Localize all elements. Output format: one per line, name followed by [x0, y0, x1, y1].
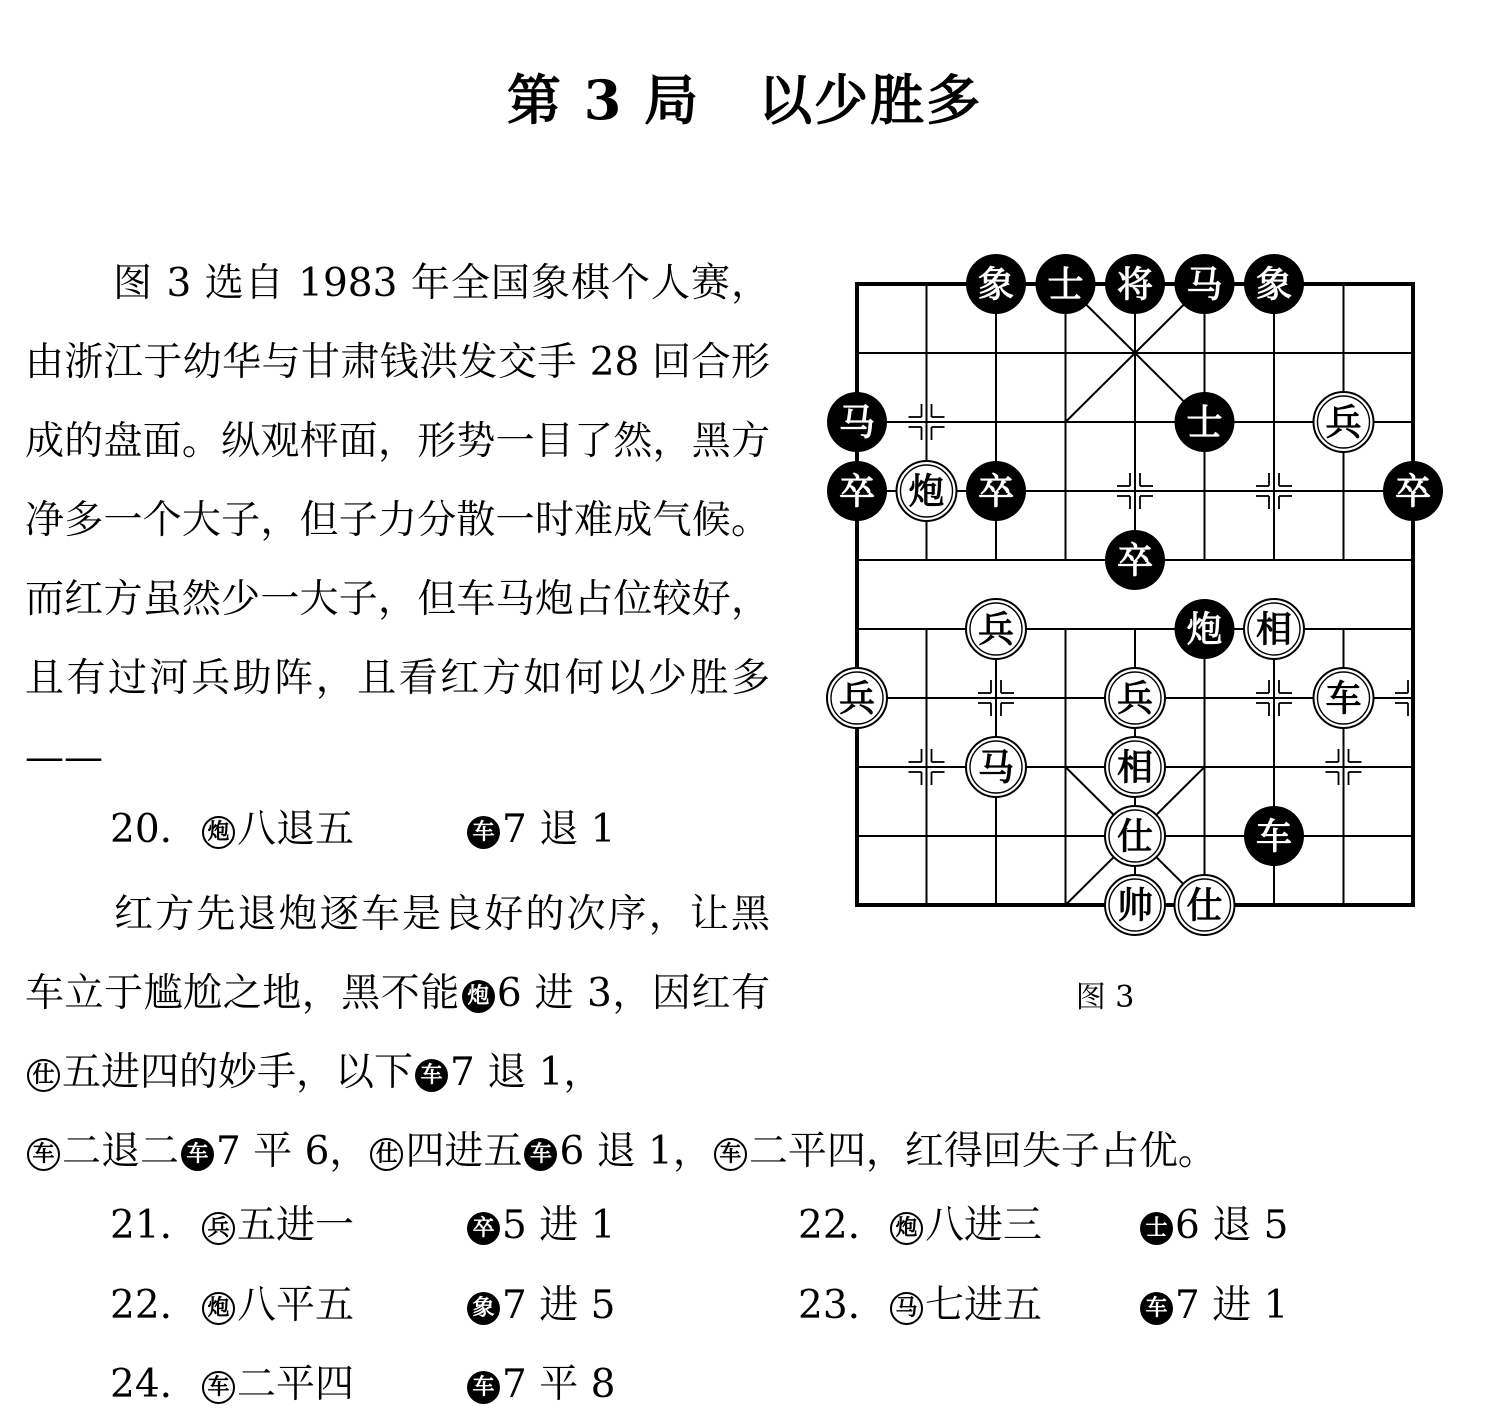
- piece-label: 马: [977, 747, 1015, 789]
- black-move-text: 5 进 1: [502, 1203, 616, 1248]
- black-move-text: 7 进 1: [1175, 1283, 1289, 1328]
- red-piece-icon: 仕: [27, 1059, 60, 1092]
- red-piece-icon: 炮: [890, 1212, 923, 1245]
- red-piece: [1175, 875, 1235, 935]
- black-piece: [1105, 530, 1165, 590]
- red-move: [200, 1186, 465, 1265]
- black-move-text: 7 进 5: [502, 1283, 616, 1328]
- comment-text: 五进四的妙手，以下: [62, 1050, 414, 1095]
- black-move-text: 7 退 1: [502, 807, 616, 852]
- xiangqi-board: [820, 250, 1450, 950]
- comment-text: 7 退 1，: [450, 1050, 603, 1095]
- commentary-paragraph: [25, 875, 770, 1112]
- red-piece-icon: 兵: [202, 1212, 235, 1245]
- red-move: [200, 790, 465, 869]
- red-piece: [966, 737, 1026, 797]
- black-piece-icon: 卒: [467, 1212, 500, 1245]
- move-number: 22.: [110, 1283, 173, 1328]
- black-move-text: 6 退 5: [1175, 1203, 1289, 1248]
- comment-text: 6 退 1，: [559, 1129, 712, 1174]
- move-number: 23.: [798, 1283, 861, 1328]
- game-number: 第 3 局: [506, 68, 701, 132]
- black-piece: [827, 461, 887, 521]
- move-line: [110, 1266, 615, 1345]
- black-piece: [966, 254, 1026, 314]
- intro-text: 图 3 选自 1983 年全国象棋个人赛，由浙江于幼华与甘肃钱洪发交手 28 回合形成的盘面。纵观枰面，形势一目了然，黑方净多一个大子，但子力分散一时难成气候。而红方虽然少一大子，但车马炮占位较好，且有过河兵助阵，且看红方如何以少胜多——: [25, 261, 770, 780]
- red-piece: [966, 599, 1026, 659]
- red-move: [200, 1345, 465, 1424]
- move-line: [110, 790, 615, 869]
- comment-text: 二平四，红得回失子占优。: [748, 1129, 1217, 1174]
- piece-label: 仕: [1186, 885, 1223, 927]
- red-piece-icon: 仕: [370, 1138, 403, 1171]
- commentary-paragraph-cont: [25, 1112, 1465, 1191]
- black-piece-icon: 车: [524, 1138, 557, 1171]
- black-move: [465, 1266, 615, 1345]
- red-piece-icon: 车: [202, 1371, 235, 1404]
- piece-label: 兵: [1116, 678, 1154, 720]
- black-piece-icon: 士: [1140, 1212, 1173, 1245]
- red-piece-icon: 车: [27, 1138, 60, 1171]
- comment-text: 6 进 3，因红有: [496, 971, 770, 1016]
- piece-label: 炮: [1186, 609, 1223, 651]
- black-move: [465, 1345, 615, 1424]
- red-piece: [897, 461, 957, 521]
- red-move: [200, 1266, 465, 1345]
- move-number: 20.: [110, 807, 173, 852]
- black-piece-icon: 车: [467, 816, 500, 849]
- black-piece: [1175, 599, 1235, 659]
- piece-label: 相: [1255, 609, 1293, 651]
- red-move-text: 二平四: [237, 1362, 355, 1407]
- red-piece: [1314, 392, 1374, 452]
- piece-label: 车: [1325, 678, 1362, 720]
- move-number: 24.: [110, 1362, 173, 1407]
- red-move: [888, 1186, 1138, 1265]
- red-piece-icon: 炮: [202, 816, 235, 849]
- piece-label: 象: [977, 264, 1015, 306]
- black-piece: [1175, 254, 1235, 314]
- black-move: [465, 1186, 615, 1265]
- page-title: [0, 58, 1489, 135]
- piece-label: 马: [1186, 264, 1223, 306]
- piece-label: 兵: [977, 609, 1015, 651]
- red-piece: [1105, 806, 1165, 866]
- red-piece: [1105, 737, 1165, 797]
- red-piece: [827, 668, 887, 728]
- black-piece: [1244, 806, 1304, 866]
- black-piece: [1105, 254, 1165, 314]
- black-move: [1138, 1266, 1288, 1345]
- move-number: 22.: [798, 1203, 861, 1248]
- red-move-text: 五进一: [237, 1203, 355, 1248]
- piece-label: 帅: [1116, 885, 1154, 927]
- piece-label: 卒: [838, 471, 876, 513]
- move-line: [798, 1266, 1288, 1345]
- piece-label: 兵: [1325, 402, 1362, 444]
- red-move-text: 七进五: [925, 1283, 1043, 1328]
- piece-label: 相: [1116, 747, 1154, 789]
- red-piece: [1105, 668, 1165, 728]
- piece-label: 炮: [908, 471, 945, 513]
- intro-paragraph: [25, 244, 770, 797]
- red-piece-icon: 车: [714, 1138, 747, 1171]
- piece-label: 兵: [838, 678, 876, 720]
- red-move: [888, 1266, 1138, 1345]
- black-move-text: 7 平 8: [502, 1362, 616, 1407]
- black-piece-icon: 车: [181, 1138, 214, 1171]
- black-move: [465, 790, 615, 869]
- black-piece: [1175, 392, 1235, 452]
- move-number: 21.: [110, 1203, 173, 1248]
- piece-label: 卒: [1394, 471, 1432, 513]
- piece-label: 马: [838, 402, 876, 444]
- game-name: 以少胜多: [758, 68, 983, 132]
- move-line: [110, 1186, 615, 1265]
- black-piece: [966, 461, 1026, 521]
- comment-text: 7 平 6，: [216, 1129, 369, 1174]
- red-piece: [1314, 668, 1374, 728]
- black-piece-icon: 炮: [462, 980, 495, 1013]
- move-line: [110, 1345, 615, 1424]
- board-diagram: [820, 250, 1450, 950]
- comment-text: 红方先退炮逐车是良好的次序，让黑车立于尴尬之地，黑不能: [25, 892, 770, 1016]
- piece-label: 仕: [1116, 816, 1154, 858]
- red-move-text: 八平五: [237, 1283, 355, 1328]
- figure-caption: 图 3: [1075, 980, 1135, 1015]
- black-piece: [1244, 254, 1304, 314]
- comment-text: 二退二: [62, 1129, 180, 1174]
- black-piece: [1036, 254, 1096, 314]
- red-piece-icon: 炮: [202, 1292, 235, 1325]
- piece-label: 卒: [1116, 540, 1154, 582]
- black-move: [1138, 1186, 1288, 1265]
- piece-label: 士: [1047, 264, 1084, 306]
- piece-label: 士: [1186, 402, 1223, 444]
- black-piece-icon: 象: [467, 1292, 500, 1325]
- red-piece: [1244, 599, 1304, 659]
- black-piece: [1383, 461, 1443, 521]
- black-piece-icon: 车: [415, 1059, 448, 1092]
- black-piece-icon: 车: [467, 1371, 500, 1404]
- black-piece: [827, 392, 887, 452]
- red-piece: [1105, 875, 1165, 935]
- red-move-text: 八进三: [925, 1203, 1043, 1248]
- red-move-text: 八退五: [237, 807, 355, 852]
- comment-text: 四进五: [405, 1129, 523, 1174]
- move-line: [798, 1186, 1288, 1265]
- piece-label: 将: [1116, 264, 1154, 306]
- black-piece-icon: 车: [1140, 1292, 1173, 1325]
- piece-label: 卒: [977, 471, 1015, 513]
- piece-label: 象: [1255, 264, 1293, 306]
- red-piece-icon: 马: [890, 1292, 923, 1325]
- piece-label: 车: [1255, 816, 1293, 858]
